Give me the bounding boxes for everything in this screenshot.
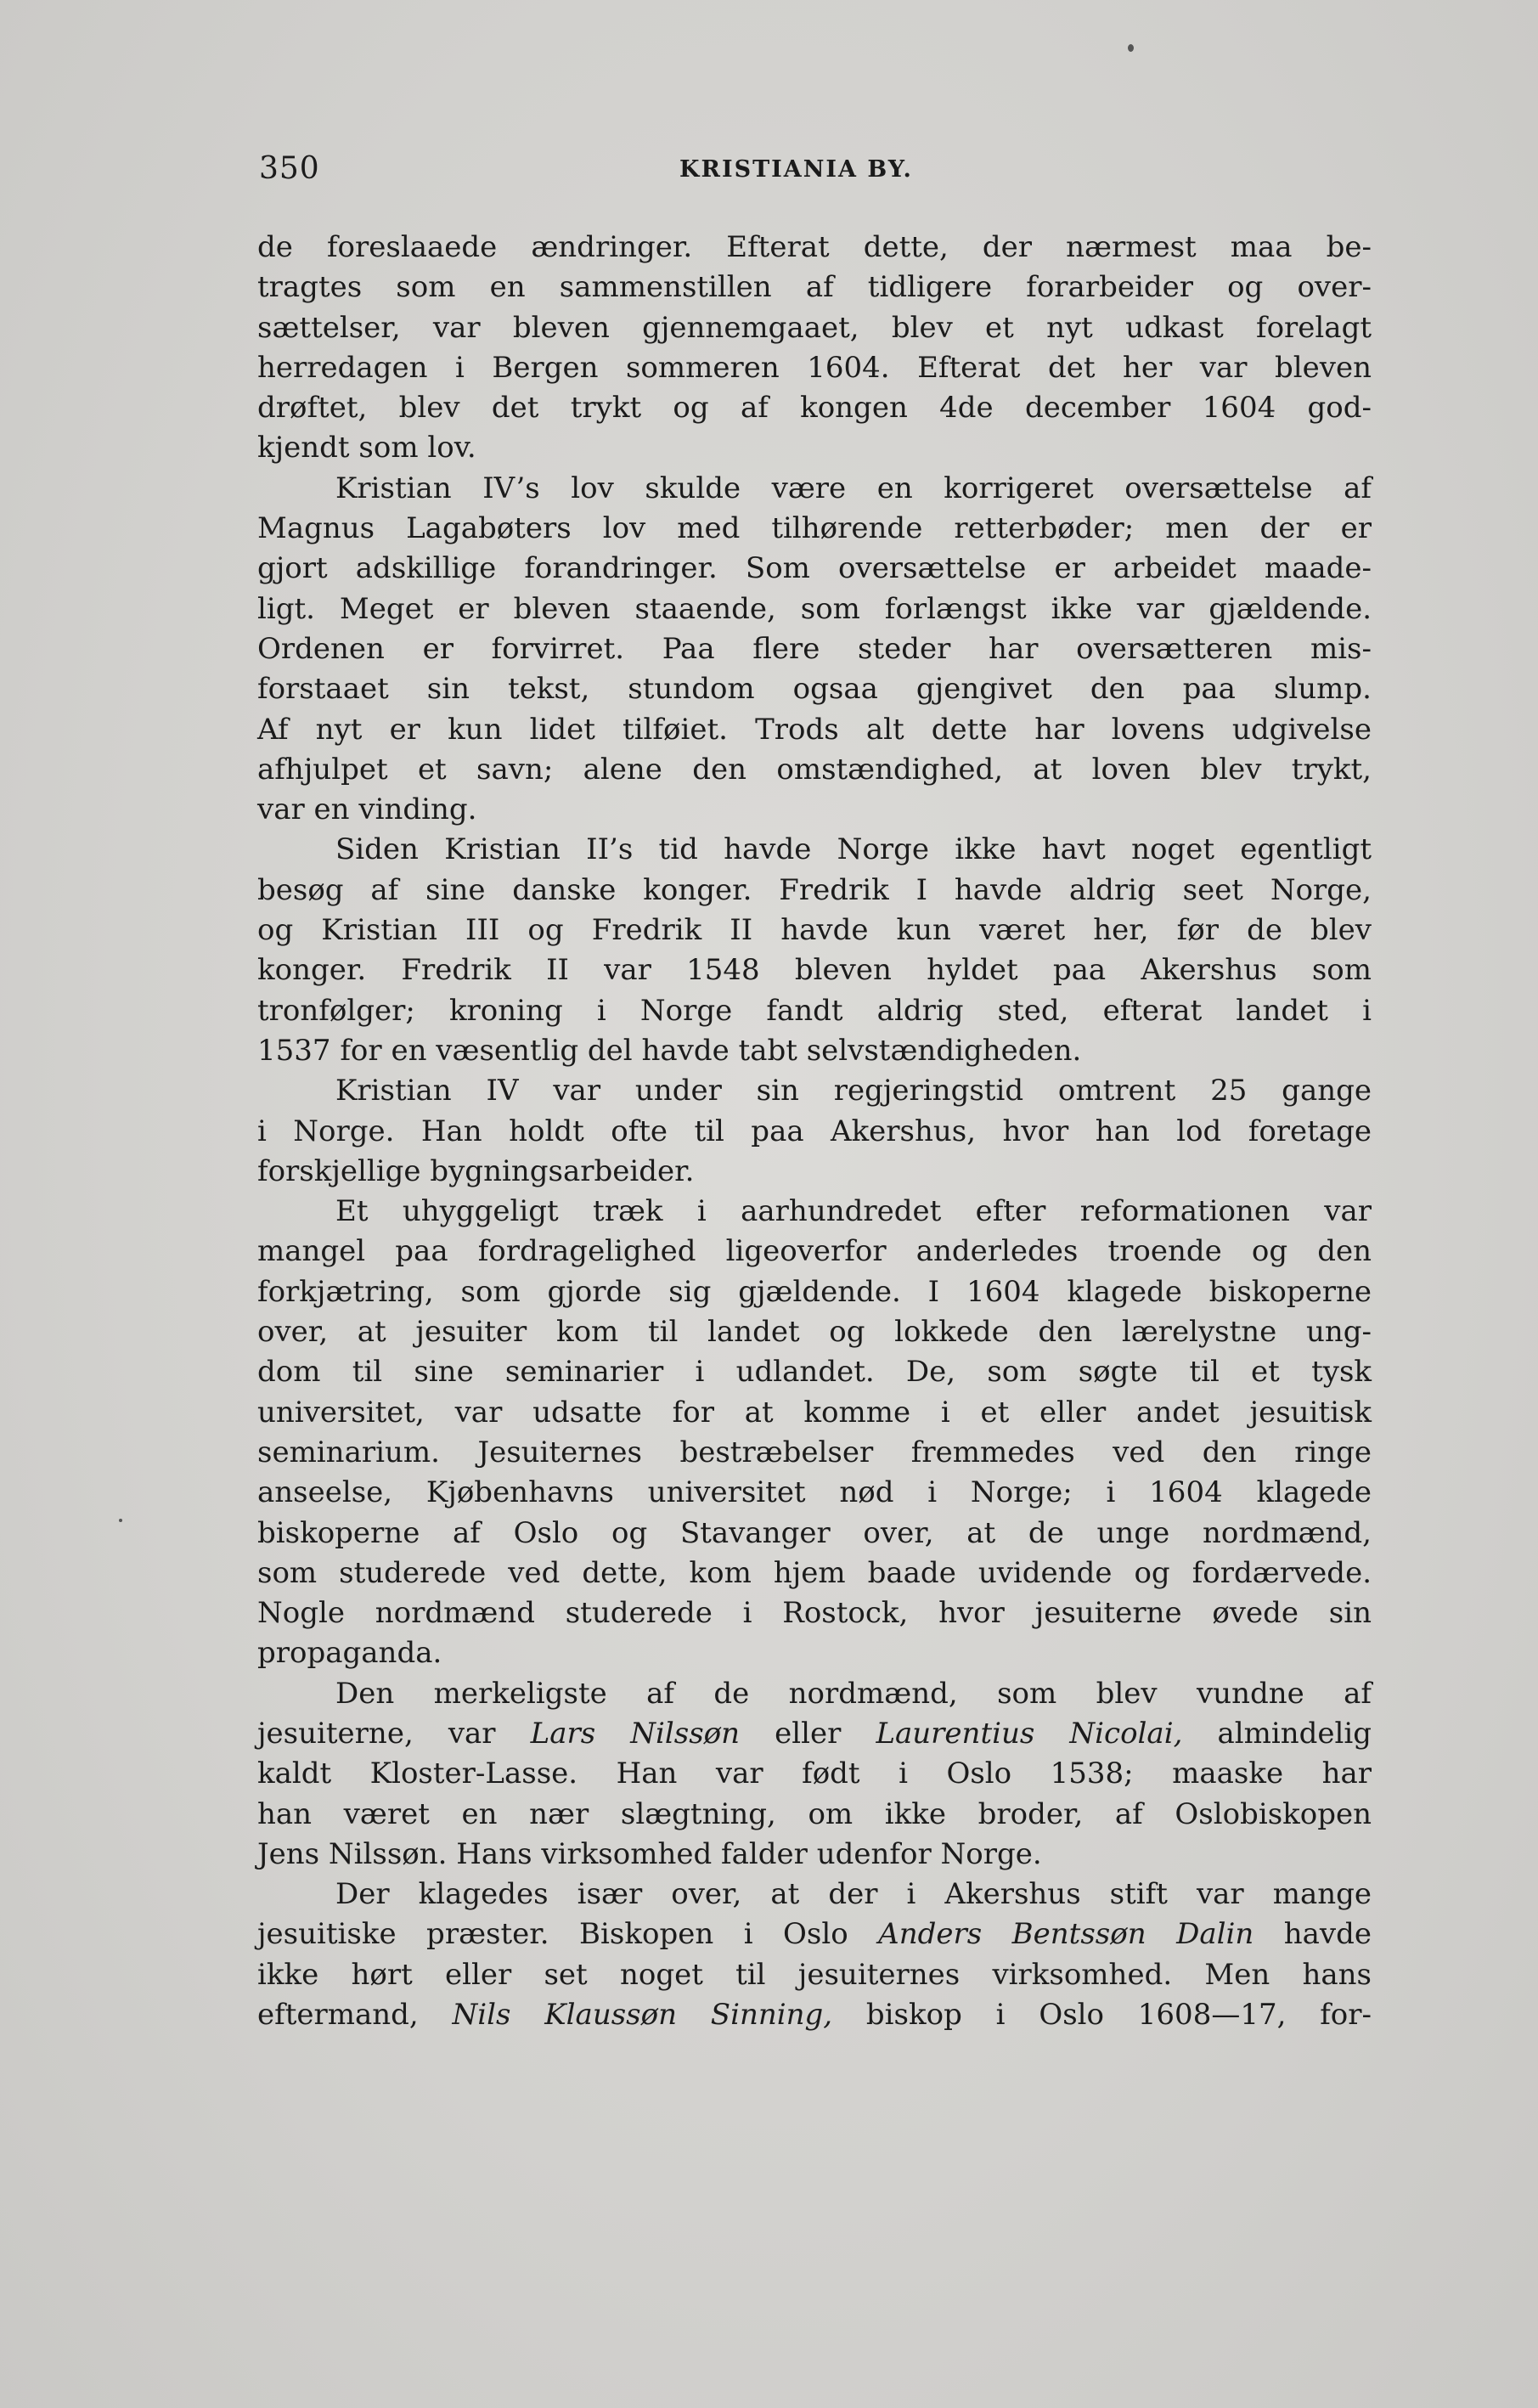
text-line <box>257 1192 1372 1232</box>
text-segment: som studerede ved dette, kom hjem baade uvidende og fordærvede. <box>257 1555 1372 1590</box>
text-segment: over, at jesuiter kom til landet og lokkede den lærelystne ung- <box>257 1315 1372 1350</box>
text-segment: drøftet, blev det trykt og af kongen 4de december 1604 god- <box>257 391 1372 426</box>
text-segment: gjort adskillige forandringer. Som oversættelse er arbeidet maade- <box>257 551 1372 586</box>
text-line <box>257 308 1372 348</box>
text-line <box>257 1393 1372 1433</box>
body-text <box>257 228 1372 2035</box>
text-line <box>257 1473 1372 1513</box>
text-segment: jesuitiske præster. Biskopen i Oslo <box>257 1917 879 1952</box>
text-segment: Siden Kristian II’s tid havde Norge ikke havt noget egentligt <box>335 832 1372 867</box>
text-line <box>257 1915 1372 1954</box>
text-line <box>257 1312 1372 1352</box>
text-line <box>257 629 1372 669</box>
text-segment: konger. Fredrik II var 1548 bleven hyldet paa Akershus som <box>257 953 1372 988</box>
text-line <box>257 1674 1372 1714</box>
text-line <box>257 1152 1372 1192</box>
text-line <box>257 1232 1372 1272</box>
text-segment: universitet, var udsatte for at komme i et eller andet jesuitisk <box>257 1395 1372 1430</box>
page-number: 350 <box>259 151 320 186</box>
text-segment: eftermand, <box>257 1998 453 2033</box>
text-segment: havde <box>1253 1917 1372 1952</box>
text-segment: Et uhyggeligt træk i aarhundredet efter reformationen var <box>335 1194 1372 1229</box>
text-segment: ikke hørt eller set noget til jesuiternes virksomhed. Men hans <box>257 1957 1372 1992</box>
text-line <box>257 1554 1372 1593</box>
text-line <box>257 790 1372 830</box>
text-segment: afhjulpet et savn; alene den omstændighed, at loven blev trykt, <box>257 752 1372 787</box>
text-line <box>257 710 1372 750</box>
text-segment: anseelse, Kjøbenhavns universitet nød i Norge; i 1604 klagede <box>257 1475 1372 1510</box>
text-line <box>257 1875 1372 1915</box>
text-line <box>257 1352 1372 1392</box>
text-segment: eller <box>740 1716 876 1751</box>
running-head: KRISTIANIA BY. <box>679 156 913 183</box>
text-segment: jesuiterne, var <box>257 1716 531 1751</box>
italic-name: Laurentius Nicolai, <box>876 1716 1183 1751</box>
text-line <box>257 1112 1372 1152</box>
text-segment: 1537 for en væsentlig del havde tabt selvstændigheden. <box>257 1033 1082 1068</box>
text-line <box>257 1433 1372 1473</box>
text-segment: tronfølger; kroning i Norge fandt aldrig sted, efterat landet i <box>257 993 1372 1028</box>
text-segment: i Norge. Han holdt ofte til paa Akershus, hvor han lod foretage <box>257 1114 1372 1148</box>
italic-name: Nils Klaussøn Sinning, <box>452 1998 833 2033</box>
text-segment: Kristian IV var under sin regjeringstid omtrent 25 gange <box>335 1074 1372 1108</box>
page-header <box>259 151 1367 194</box>
text-line <box>257 750 1372 790</box>
text-line <box>257 589 1372 629</box>
text-segment: forskjellige bygningsarbeider. <box>257 1153 695 1188</box>
text-segment: mangel paa fordragelighed ligeoverfor anderledes troende og den <box>257 1234 1372 1269</box>
text-segment: almindelig <box>1182 1716 1372 1751</box>
text-line <box>257 469 1372 509</box>
text-line <box>257 1514 1372 1554</box>
text-segment: kjendt som lov. <box>257 431 476 465</box>
text-segment: ligt. Meget er bleven staaende, som forlængst ikke var gjældende. <box>257 591 1372 626</box>
text-line <box>257 950 1372 990</box>
text-line <box>257 871 1372 911</box>
text-line <box>257 1272 1372 1312</box>
text-segment: propaganda. <box>257 1636 442 1671</box>
text-line <box>257 911 1372 950</box>
text-line <box>257 228 1372 268</box>
text-segment: sættelser, var bleven gjennemgaaet, blev et nyt udkast forelagt <box>257 310 1372 345</box>
text-segment: kaldt Kloster-Lasse. Han var født i Oslo 1538; maaske har <box>257 1757 1372 1791</box>
text-segment: Af nyt er kun lidet tilføiet. Trods alt dette har lovens udgivelse <box>257 712 1372 747</box>
text-segment: biskoperne af Oslo og Stavanger over, at de unge nordmænd, <box>257 1515 1372 1550</box>
text-segment: dom til sine seminarier i udlandet. De, som søgte til et tysk <box>257 1355 1372 1390</box>
text-segment: Nogle nordmænd studerede i Rostock, hvor jesuiterne øvede sin <box>257 1596 1372 1631</box>
text-line <box>257 1795 1372 1835</box>
text-line <box>257 1995 1372 2035</box>
italic-name: Anders Bentssøn Dalin <box>878 1917 1254 1952</box>
text-segment: Ordenen er forvirret. Paa flere steder har oversætteren mis- <box>257 631 1372 666</box>
text-segment: Der klagedes især over, at der i Akershus stift var mange <box>335 1877 1372 1912</box>
text-segment: forkjætring, som gjorde sig gjældende. I 1604 klagede biskoperne <box>257 1274 1372 1309</box>
text-segment: Jens Nilssøn. Hans virksomhed falder udenfor Norge. <box>257 1836 1042 1871</box>
text-line <box>257 1714 1372 1754</box>
text-line <box>257 348 1372 388</box>
text-line <box>257 1754 1372 1794</box>
text-line <box>257 1633 1372 1673</box>
text-line <box>257 830 1372 870</box>
text-segment: biskop i Oslo 1608—17, for- <box>832 1998 1372 2033</box>
text-segment: herredagen i Bergen sommeren 1604. Efterat det her var bleven <box>257 350 1372 385</box>
text-segment: han været en nær slægtning, om ikke broder, af Oslobiskopen <box>257 1796 1372 1831</box>
text-line <box>257 388 1372 428</box>
text-segment: seminarium. Jesuiternes bestræbelser fremmedes ved den ringe <box>257 1435 1372 1469</box>
italic-name: Lars Nilssøn <box>530 1716 741 1751</box>
text-line <box>257 1593 1372 1633</box>
text-line <box>257 991 1372 1031</box>
print-speck <box>1128 44 1134 52</box>
text-segment: besøg af sine danske konger. Fredrik I havde aldrig seet Norge, <box>257 872 1372 907</box>
text-segment: forstaaet sin tekst, stundom ogsaa gjengivet den paa slump. <box>257 672 1372 707</box>
text-segment: Magnus Lagabøters lov med tilhørende retterbøder; men der er <box>257 511 1372 546</box>
text-line <box>257 268 1372 307</box>
text-line <box>257 1071 1372 1111</box>
text-segment: Kristian IV’s lov skulde være en korrigeret oversættelse af <box>335 471 1372 505</box>
print-speck <box>119 1519 122 1522</box>
text-segment: Den merkeligste af de nordmænd, som blev vundne af <box>335 1676 1372 1711</box>
text-line <box>257 428 1372 468</box>
text-segment: tragtes som en sammenstillen af tidligere forarbeider og over- <box>257 270 1372 305</box>
text-line <box>257 669 1372 709</box>
text-line <box>257 1955 1372 1995</box>
text-line <box>257 509 1372 549</box>
text-segment: var en vinding. <box>257 792 477 827</box>
text-line <box>257 1031 1372 1071</box>
text-segment: de foreslaaede ændringer. Efterat dette, der nærmest maa be- <box>257 230 1372 264</box>
text-line <box>257 549 1372 589</box>
text-line <box>257 1835 1372 1875</box>
text-segment: og Kristian III og Fredrik II havde kun været her, før de blev <box>257 913 1372 948</box>
